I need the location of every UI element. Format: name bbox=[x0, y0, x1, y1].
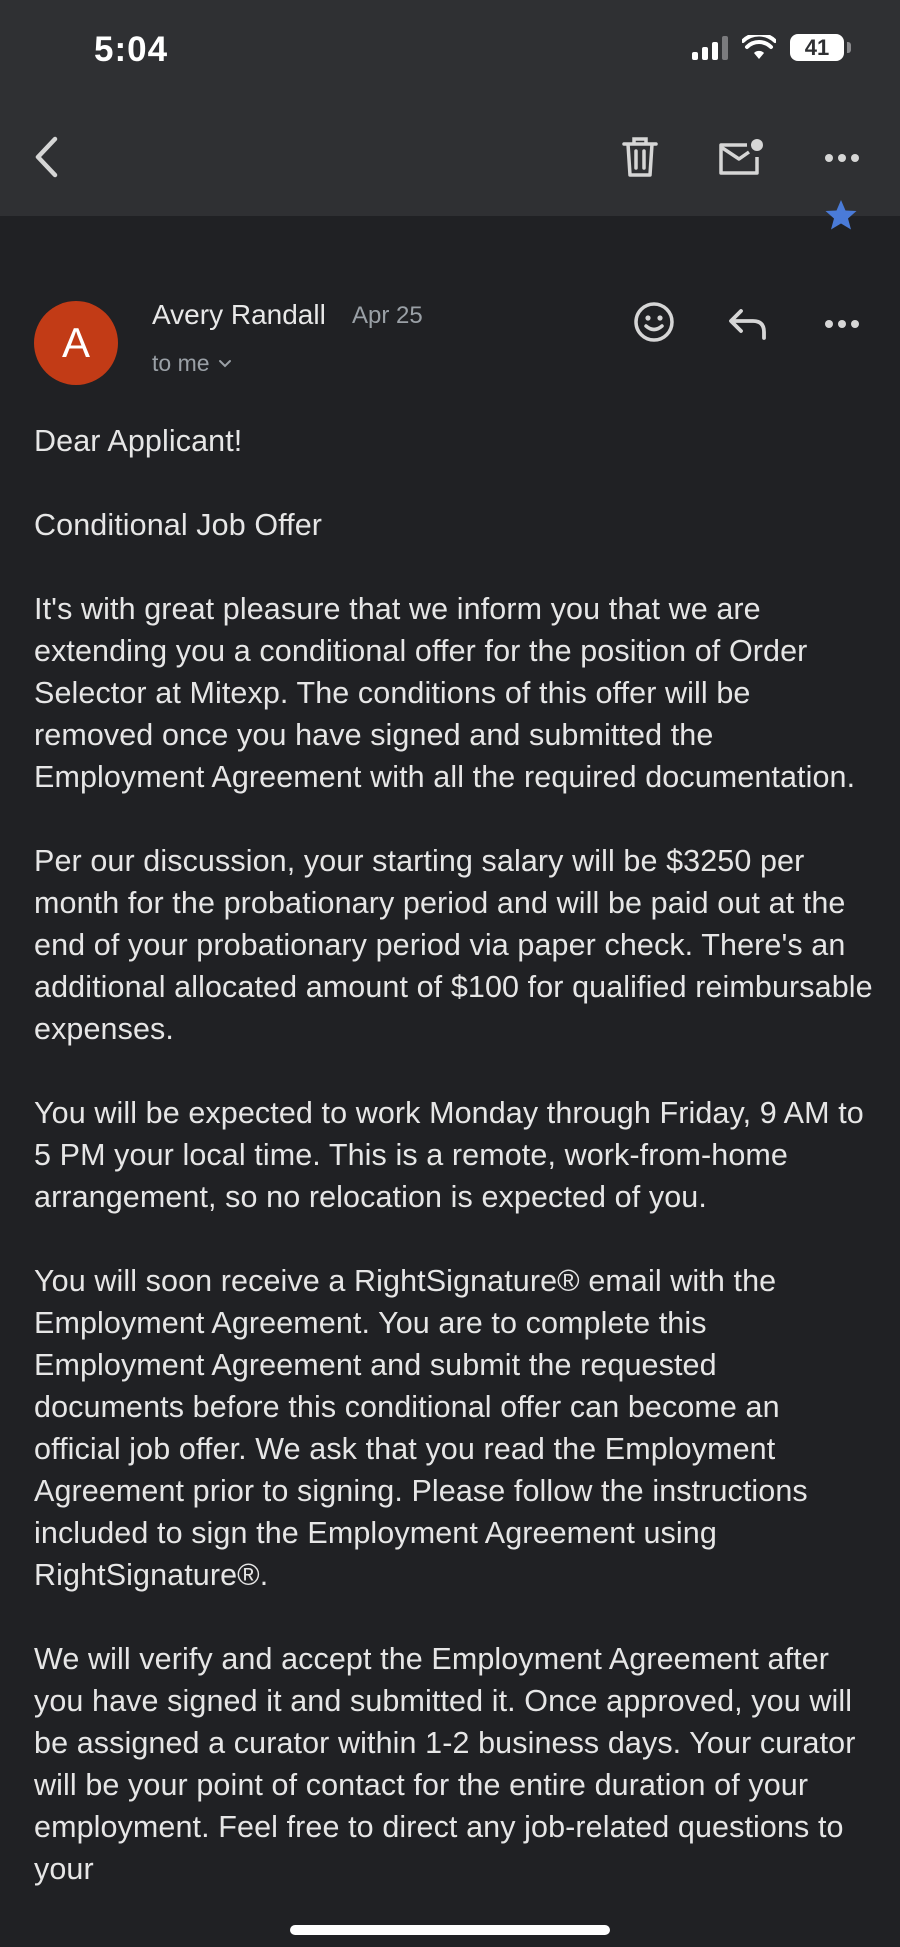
message-more-button[interactable] bbox=[820, 311, 864, 337]
top-toolbar bbox=[0, 0, 900, 216]
chevron-down-icon bbox=[218, 359, 232, 369]
status-icons bbox=[692, 34, 844, 61]
mail-dot-icon bbox=[717, 137, 765, 177]
recipient-label: to me bbox=[152, 350, 210, 376]
cellular-signal-icon bbox=[692, 36, 728, 60]
email-paragraph: You will soon receive a RightSignature® email with the Employment Agreement. You are to complete this Employment Agreement and submit the requested documents before this conditional offer can become an official job offer. We ask that you read the Employment Agreement prior to signing. Please follow the instructions included to sign the Employment Agreement using RightSignature®. bbox=[34, 1264, 808, 1592]
email-paragraph: Dear Applicant! bbox=[34, 424, 243, 458]
star-icon bbox=[824, 198, 858, 232]
mark-unread-button[interactable] bbox=[716, 134, 766, 180]
email-paragraph: You will be expected to work Monday through Friday, 9 AM to 5 PM your local time. This is a remote, work-from-home arrangement, so no relocation is expected of you. bbox=[34, 1096, 864, 1214]
reply-icon bbox=[727, 307, 769, 341]
email-paragraph: It's with great pleasure that we inform you that we are extending you a conditional offer for the position of Order Selector at Mitexp. The conditions of this offer will be removed once you have signed and submitted the Employment Agreement with all the required documentation. bbox=[34, 592, 856, 794]
more-options-button[interactable] bbox=[820, 144, 864, 172]
battery-icon: 41 bbox=[790, 34, 844, 61]
email-paragraph: Conditional Job Offer bbox=[34, 508, 323, 542]
reply-button[interactable] bbox=[726, 304, 770, 344]
email-paragraph: Per our discussion, your starting salary will be $3250 per month for the probationary period and will be paid out at the end of your probationary period via paper check. There's an additional allocated amount of $100 for qualified reimbursable expenses. bbox=[34, 844, 873, 1046]
recipient-details-toggle[interactable] bbox=[152, 350, 232, 377]
wifi-icon bbox=[742, 35, 776, 61]
more-horizontal-icon bbox=[824, 319, 860, 329]
back-button[interactable] bbox=[26, 134, 66, 180]
email-date: Apr 25 bbox=[352, 302, 423, 329]
chevron-left-icon bbox=[33, 136, 59, 178]
delete-button[interactable] bbox=[618, 134, 662, 180]
email-paragraph: We will verify and accept the Employment Agreement after you have signed it and submitted it. Once approved, you will be assigned a curator within 1-2 business days. Your curator will be your point of contact for the entire duration of your employment. Feel free to direct any job-related questions to your bbox=[34, 1642, 856, 1886]
trash-icon bbox=[622, 136, 658, 178]
sender-avatar[interactable]: A bbox=[34, 301, 118, 385]
smiley-icon bbox=[633, 301, 675, 343]
home-indicator[interactable] bbox=[290, 1925, 610, 1935]
star-button[interactable] bbox=[824, 198, 858, 237]
status-time: 5:04 bbox=[94, 30, 169, 69]
more-horizontal-icon bbox=[824, 153, 860, 163]
email-body bbox=[34, 420, 874, 1932]
sender-name[interactable]: Avery Randall bbox=[152, 299, 326, 330]
react-emoji-button[interactable] bbox=[632, 300, 676, 344]
